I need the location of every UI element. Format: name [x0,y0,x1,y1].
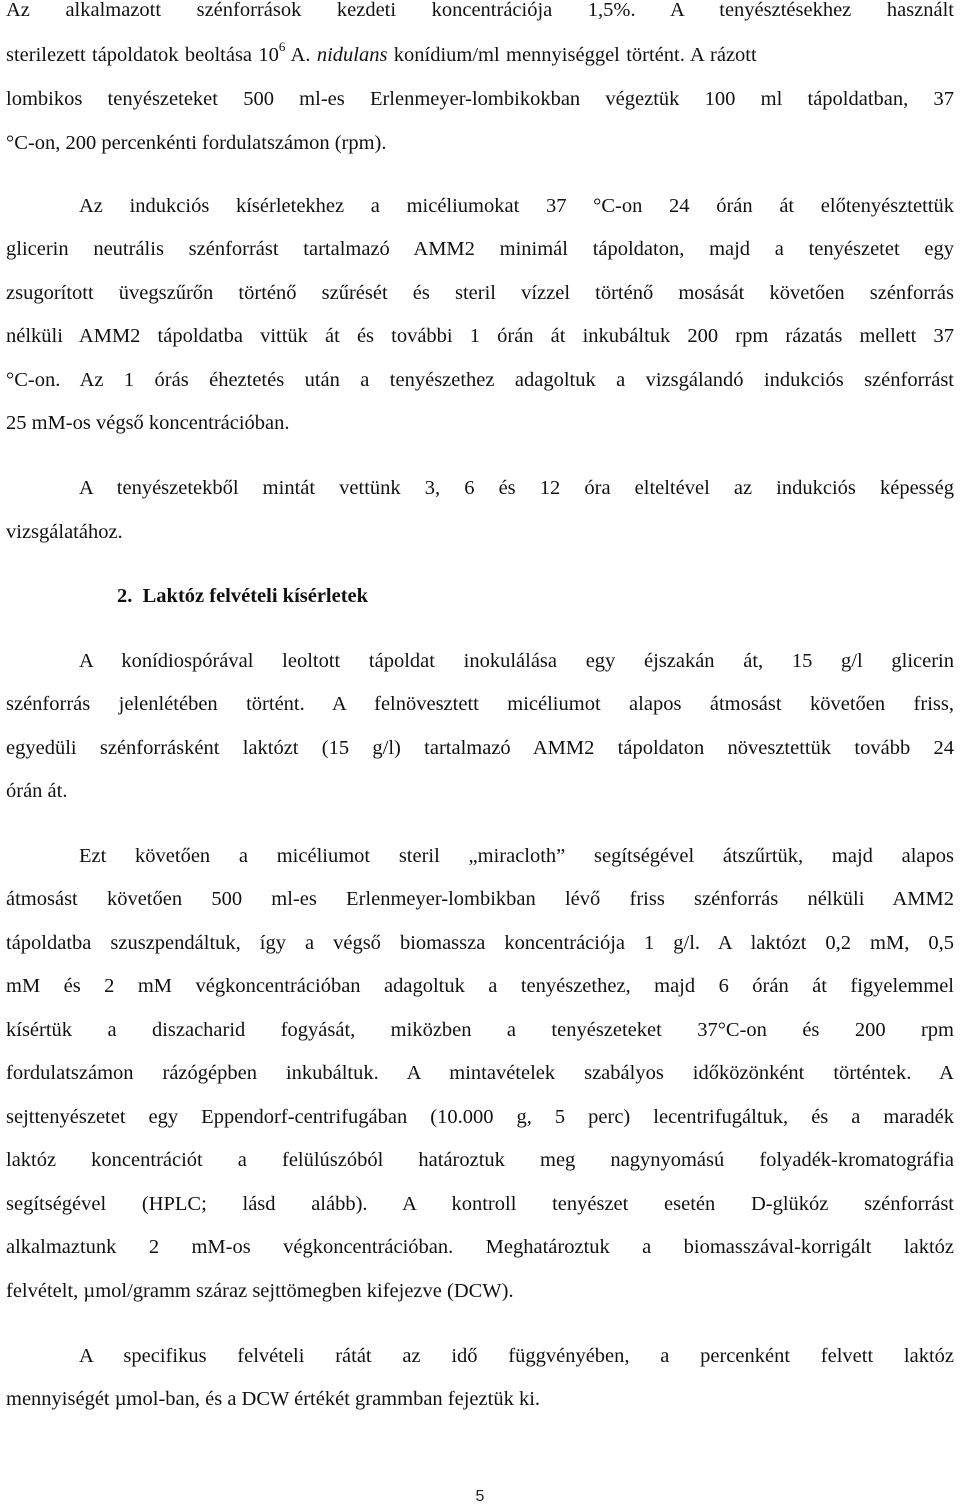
paragraph-line: glicerin neutrális szénforrást tartalmazó AMM2 minimál tápoldaton, majd a tenyészetet egy [6,238,954,260]
paragraph-line: vizsgálatához. [6,521,123,543]
paragraph-line: nélküli AMM2 tápoldatba vittük át és további 1 órán át inkubáltuk 200 rpm rázatás mellett 37 [6,325,954,347]
paragraph-line: felvételt, µmol/gramm száraz sejttömegben kifejezve (DCW). [6,1280,514,1302]
paragraph-line: Ezt követően a micéliumot steril „miracloth” segítségével átszűrtük, majd alapos [79,845,954,867]
paragraph-line: A tenyészetekből mintát vettünk 3, 6 és 12 óra elteltével az indukciós képesség [79,477,954,499]
paragraph-line: sejttenyészetet egy Eppendorf-centrifugában (10.000 g, 5 perc) lecentrifugáltuk, és a maradék [6,1106,954,1128]
paragraph-line: szénforrás jelenlétében történt. A felnövesztett micéliumot alapos átmosást követően friss, [6,693,954,715]
section-heading: 2. Laktóz felvételi kísérletek [117,585,369,607]
paragraph-line: Az alkalmazott szénforrások kezdeti koncentrációja 1,5%. A tenyésztésekhez használt [6,0,954,21]
paragraph-line: A konídiospórával leoltott tápoldat inokulálása egy éjszakán át, 15 g/l glicerin [79,650,954,672]
paragraph-line: segítségével (HPLC; lásd alább). A kontroll tenyészet esetén D-glükóz szénforrást [6,1193,954,1215]
paragraph-line: °C-on. Az 1 órás éheztetés után a tenyészethez adagoltuk a vizsgálandó indukciós szénforrást [6,369,954,391]
paragraph-line: fordulatszámon rázógépben inkubáltuk. A mintavételek szabályos időközönként történtek. A [6,1062,954,1084]
page-number: 5 [475,1488,485,1505]
paragraph-line: laktóz koncentrációt a felülúszóból határoztuk meg nagynyomású folyadék-kromatográfia [6,1149,954,1171]
paragraph-line: alkalmaztunk 2 mM-os végkoncentrációban. Meghatároztuk a biomasszával-korrigált laktóz [6,1236,954,1258]
paragraph-line: A specifikus felvételi rátát az idő függvényében, a percenként felvett laktóz [79,1345,954,1367]
paragraph-line: átmosást követően 500 ml-es Erlenmeyer-lombikban lévő friss szénforrás nélküli AMM2 [6,888,954,910]
paragraph-line: °C-on, 200 percenkénti fordulatszámon (rpm). [6,132,387,154]
paragraph-line: mennyiségét µmol-ban, és a DCW értékét grammban fejeztük ki. [6,1388,541,1410]
paragraph-line: mM és 2 mM végkoncentrációban adagoltuk a tenyészethez, majd 6 órán át figyelemmel [6,975,954,997]
paragraph-line: egyedüli szénforrásként laktózt (15 g/l) tartalmazó AMM2 tápoldaton növesztettük tovább 24 [6,737,954,759]
paragraph-line: órán át. [6,780,68,802]
paragraph-line: 25 mM-os végső koncentrációban. [6,412,290,434]
paragraph-line: lombikos tenyészeteket 500 ml-es Erlenmeyer-lombikokban végeztük 100 ml tápoldatban, 37 [6,88,954,110]
paragraph-line: tápoldatba szuszpendáltuk, így a végső biomassza koncentrációja 1 g/l. A laktózt 0,2 mM, 0,5 [6,932,954,954]
paragraph-line: zsugorított üvegszűrőn történő szűrését és steril vízzel történő mosását követően szénforrás [6,282,954,304]
paragraph-line: kísértük a diszacharid fogyását, miközben a tenyészeteket 37°C-on és 200 rpm [6,1019,954,1041]
paragraph-line: Az indukciós kísérletekhez a micéliumokat 37 °C-on 24 órán át előtenyésztettük [79,195,954,217]
paragraph-line: sterilezett tápoldatok beoltása $10^6$ A. nidulans konídium/ml mennyiséggel történt. A rázott [6,39,757,66]
